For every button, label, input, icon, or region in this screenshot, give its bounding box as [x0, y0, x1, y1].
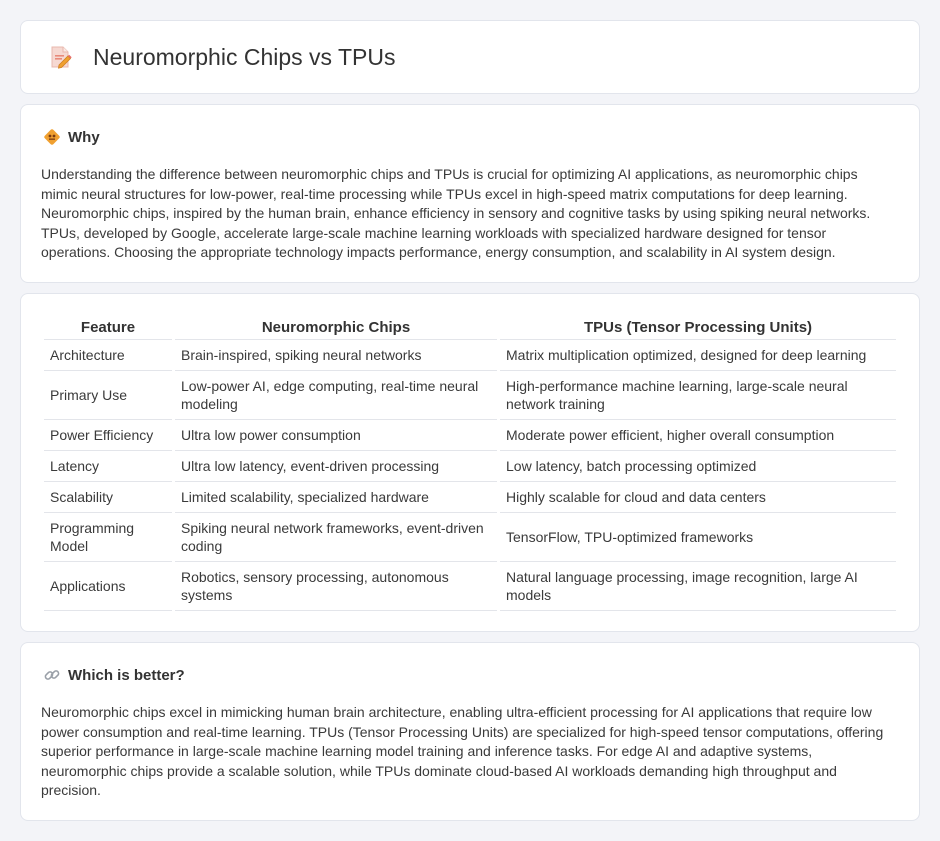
column-header-feature: Feature	[44, 316, 172, 340]
table-cell-feature: Primary Use	[44, 371, 172, 420]
table-cell-feature: Architecture	[44, 340, 172, 371]
table-row	[44, 513, 896, 562]
comparison-table	[41, 316, 899, 611]
diamond-sign-icon	[43, 128, 61, 146]
better-paragraph: Neuromorphic chips excel in mimicking human brain architecture, enabling ultra-efficient processing for AI applications that require low power consumption and real-time learning. TPUs (Tensor Processing Units) are specialized for high-speed tensor computations, offering superior performance in large-scale machine learning model training and inference tasks. For edge AI and adaptive systems, neuromorphic chips provide a scalable solution, while TPUs dominate cloud-based AI workloads demanding high throughput and precision.	[41, 704, 884, 798]
table-cell-feature: Power Efficiency	[44, 420, 172, 451]
table-cell-neuromorphic: Spiking neural network frameworks, event-driven coding	[175, 513, 497, 562]
table-cell-tpus: Low latency, batch processing optimized	[500, 451, 896, 482]
table-cell-tpus: Matrix multiplication optimized, designed for deep learning	[500, 340, 896, 371]
document-pencil-icon	[47, 44, 73, 70]
page-title: Neuromorphic Chips vs TPUs	[93, 43, 396, 70]
table-row	[44, 451, 896, 482]
table-row	[44, 371, 896, 420]
table-cell-feature: Latency	[44, 451, 172, 482]
table-header-row	[44, 316, 896, 340]
link-icon	[43, 666, 61, 684]
table-cell-neuromorphic: Ultra low power consumption	[175, 420, 497, 451]
header-card	[20, 20, 920, 94]
why-section	[20, 104, 920, 283]
why-title: Why	[68, 128, 100, 146]
better-heading	[43, 666, 185, 684]
table-cell-tpus: Highly scalable for cloud and data centers	[500, 482, 896, 513]
column-header-neuromorphic: Neuromorphic Chips	[175, 316, 497, 340]
table-cell-tpus: High-performance machine learning, large-scale neural network training	[500, 371, 896, 420]
table-cell-neuromorphic: Ultra low latency, event-driven processing	[175, 451, 497, 482]
why-paragraph: Understanding the difference between neuromorphic chips and TPUs is crucial for optimizing AI applications, as neuromorphic chips mimic neural structures for low-power, real-time processing while TPUs excel in high-speed matrix computations for deep learning. Neuromorphic chips, inspired by the human brain, enhance efficiency in sensory and cognitive tasks by using spiking neural networks. TPUs, developed by Google, accelerate large-scale machine learning workloads with specialized hardware designed for tensor operations. Choosing the appropriate technology impacts performance, energy consumption, and scalability in AI system design.	[41, 166, 871, 260]
comparison-table-card	[20, 293, 920, 632]
table-row	[44, 340, 896, 371]
why-heading	[43, 128, 100, 146]
table-row	[44, 562, 896, 611]
table-row	[44, 420, 896, 451]
table-cell-feature: Applications	[44, 562, 172, 611]
table-cell-tpus: Natural language processing, image recognition, large AI models	[500, 562, 896, 611]
table-cell-neuromorphic: Brain-inspired, spiking neural networks	[175, 340, 497, 371]
which-is-better-section	[20, 642, 920, 821]
table-row	[44, 482, 896, 513]
table-cell-neuromorphic: Low-power AI, edge computing, real-time neural modeling	[175, 371, 497, 420]
table-cell-neuromorphic: Robotics, sensory processing, autonomous systems	[175, 562, 497, 611]
table-cell-feature: Scalability	[44, 482, 172, 513]
table-cell-tpus: Moderate power efficient, higher overall consumption	[500, 420, 896, 451]
column-header-tpus: TPUs (Tensor Processing Units)	[500, 316, 896, 340]
better-title: Which is better?	[68, 666, 185, 684]
table-cell-neuromorphic: Limited scalability, specialized hardware	[175, 482, 497, 513]
table-cell-tpus: TensorFlow, TPU-optimized frameworks	[500, 513, 896, 562]
table-cell-feature: Programming Model	[44, 513, 172, 562]
